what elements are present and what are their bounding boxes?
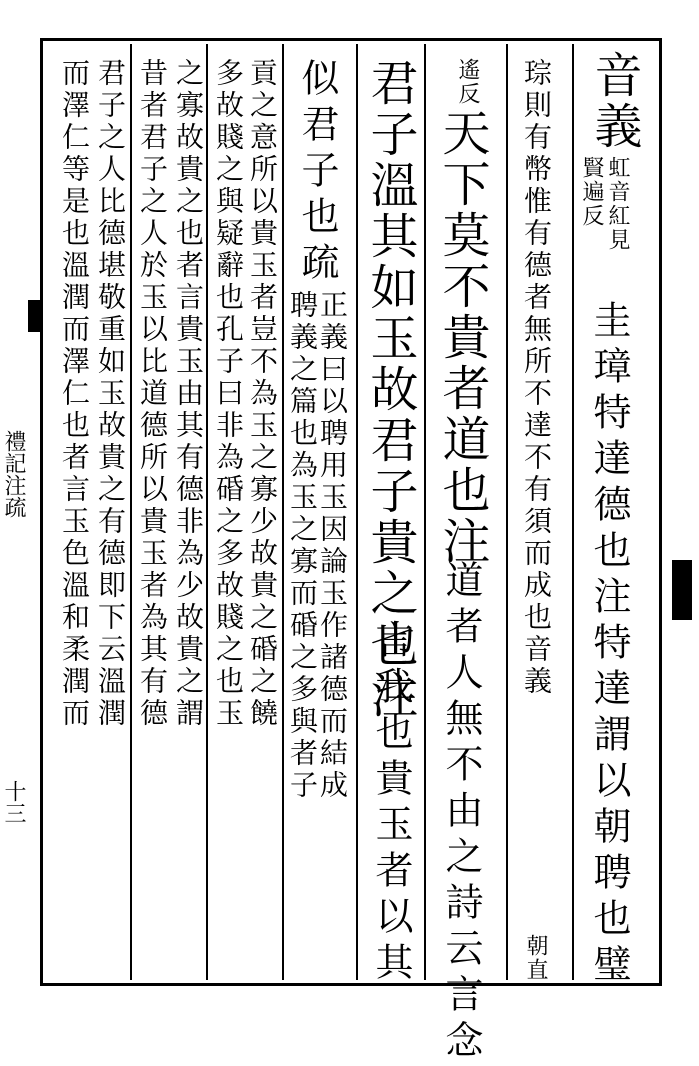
margin-tab-mark <box>28 300 40 332</box>
left-margin <box>0 0 34 1024</box>
text-column: 道者人無不由之詩云言念 <box>439 560 483 1066</box>
text-column: 君子溫其如玉故君子貴之也注 <box>362 58 418 721</box>
column-divider <box>206 44 208 980</box>
text-column: 音義 <box>586 50 642 152</box>
text-column: 圭璋特達德也注特達謂以朝聘也璧 <box>587 300 631 990</box>
column-divider <box>506 44 508 980</box>
text-column: 聘義之篇也為玉之寡而碈之多與者子 <box>286 290 319 802</box>
gloss-column: 朝直 <box>523 934 548 982</box>
page-frame <box>40 38 662 986</box>
text-column: 昔者君子之人於玉以比道德所以貴玉者為其有德 <box>136 58 169 730</box>
text-column: 似君子也疏 <box>295 58 339 288</box>
text-column: 正義曰以聘用玉因論玉作諸德而結成 <box>316 290 349 802</box>
text-column: 多故賤之與疑辭也孔子曰非為碈之多故賤之也玉 <box>212 58 245 730</box>
text-column: 言我也貴玉者以其 <box>369 620 413 988</box>
column-divider <box>572 44 574 980</box>
right-page-edge <box>664 0 699 1024</box>
column-divider <box>424 44 426 980</box>
column-divider <box>130 44 132 980</box>
book-title: 禮記注疏 <box>1 430 26 518</box>
text-column: 而澤仁等是也溫潤而澤仁也者言玉色溫和柔潤而 <box>58 58 91 730</box>
column-divider <box>356 44 358 980</box>
text-column: 琮則有幣惟有德者無所不達不有須而成也音義 <box>520 58 553 698</box>
column-divider <box>282 44 284 980</box>
edge-mark <box>672 560 692 620</box>
text-column: 天下莫不貴者道也注 <box>434 108 490 567</box>
gloss-column: 虹音紅見 <box>605 156 630 252</box>
page-number: 十三 <box>1 780 26 824</box>
gloss-column: 遙反 <box>455 58 480 106</box>
text-column: 君子之人比德堪敬重如玉故貴之有德即下云溫潤 <box>94 58 127 730</box>
gloss-column: 賢遍反 <box>579 156 604 228</box>
text-column: 貢之意所以貴玉者豈不為玉之寡少故貴之碈之饒 <box>246 58 279 730</box>
text-column: 之寡故貴之也者言貴玉由其有德非為少故貴之謂 <box>172 58 205 730</box>
